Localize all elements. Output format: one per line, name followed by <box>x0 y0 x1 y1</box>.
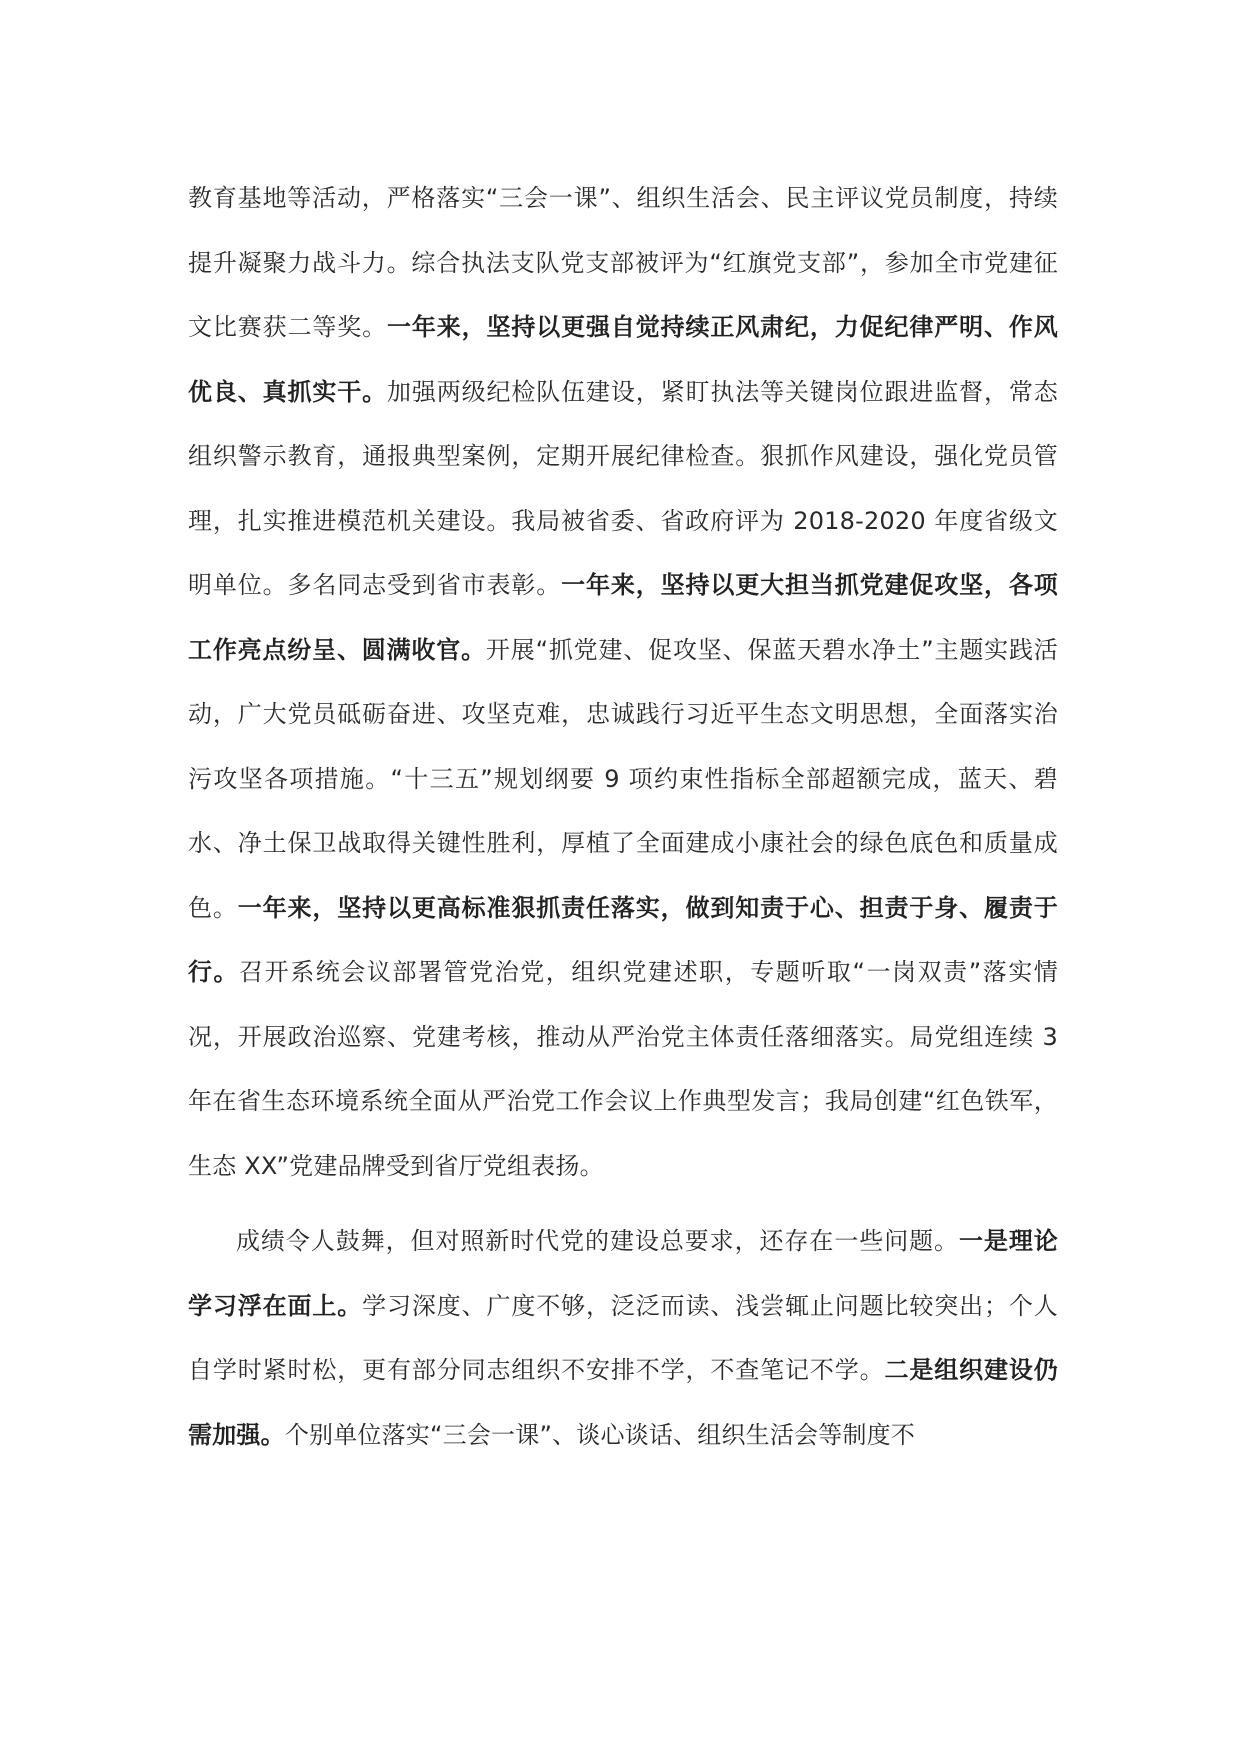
bold-heading-segment: 一年来，坚持以更大担当抓党建促攻坚，各项工作亮点纷呈、圆满收官。 <box>188 571 1059 664</box>
paragraph-1 <box>188 166 1058 1198</box>
paragraph-2 <box>188 1209 1058 1467</box>
text-segment: 成绩令人鼓舞，但对照新时代党的建设总要求，还存在一些问题。 <box>236 1227 959 1255</box>
text-segment: 加强两级纪检队伍建设，紧盯执法等关键岗位跟进监督，常态组织警示教育，通报典型案例，定期开展纪律检查。狠抓作风建设，强化党员管理，扎实推进模范机关建设。我局被省委、省政府评为 2018-2020 年度省级文明单位。多名同志受到省市表彰。 <box>188 377 1058 599</box>
text-segment: 个别单位落实“三会一课”、谈心谈话、组织生活会等制度不 <box>284 1420 916 1449</box>
bold-heading-segment: 一是理论学习浮在面上。 <box>188 1227 1058 1320</box>
bold-heading-segment: 二是组织建设仍需加强。 <box>188 1356 1058 1449</box>
text-segment: 开展“抓党建、促攻坚、保蓝天碧水净土”主题实践活动，广大党员砥砺奋进、攻坚克难，忠诚践行习近平生态文明思想，全面落实治污攻坚各项措施。“十三五”规划纲要 9 项约束性指标全部超额完成，蓝天、碧水、净土保卫战取得关键性胜利，厚植了全面建成小康社会的绿色底色和质量成色。 <box>188 635 1058 922</box>
text-segment: 召开系统会议部署管党治党，组织党建述职，专题听取“一岗双责”落实情况，开展政治巡察、党建考核，推动从严治党主体责任落细落实。局党组连续 3 年在省生态环境系统全面从严治党工作会议上作典型发言；我局创建“红色铁军，生态 XX”党建品牌受到省厅党组表扬。 <box>188 958 1059 1180</box>
text-segment: 学习深度、广度不够，泛泛而读、浅尝辄止问题比较突出；个人自学时紧时松，更有部分同志组织不安排不学，不查笔记不学。 <box>188 1291 1058 1384</box>
document-page <box>188 166 1058 1467</box>
bold-heading-segment: 一年来，坚持以更高标准狠抓责任落实，做到知责于心、担责于身、履责于行。 <box>188 893 1058 986</box>
text-segment: 教育基地等活动，严格落实“三会一课”、组织生活会、民主评议党员制度，持续提升凝聚力战斗力。综合执法支队党支部被评为“红旗党支部”，参加全市党建征文比赛获二等奖。 <box>188 184 1058 341</box>
bold-heading-segment: 一年来，坚持以更强自觉持续正风肃纪，力促纪律严明、作风优良、真抓实干。 <box>188 313 1058 406</box>
